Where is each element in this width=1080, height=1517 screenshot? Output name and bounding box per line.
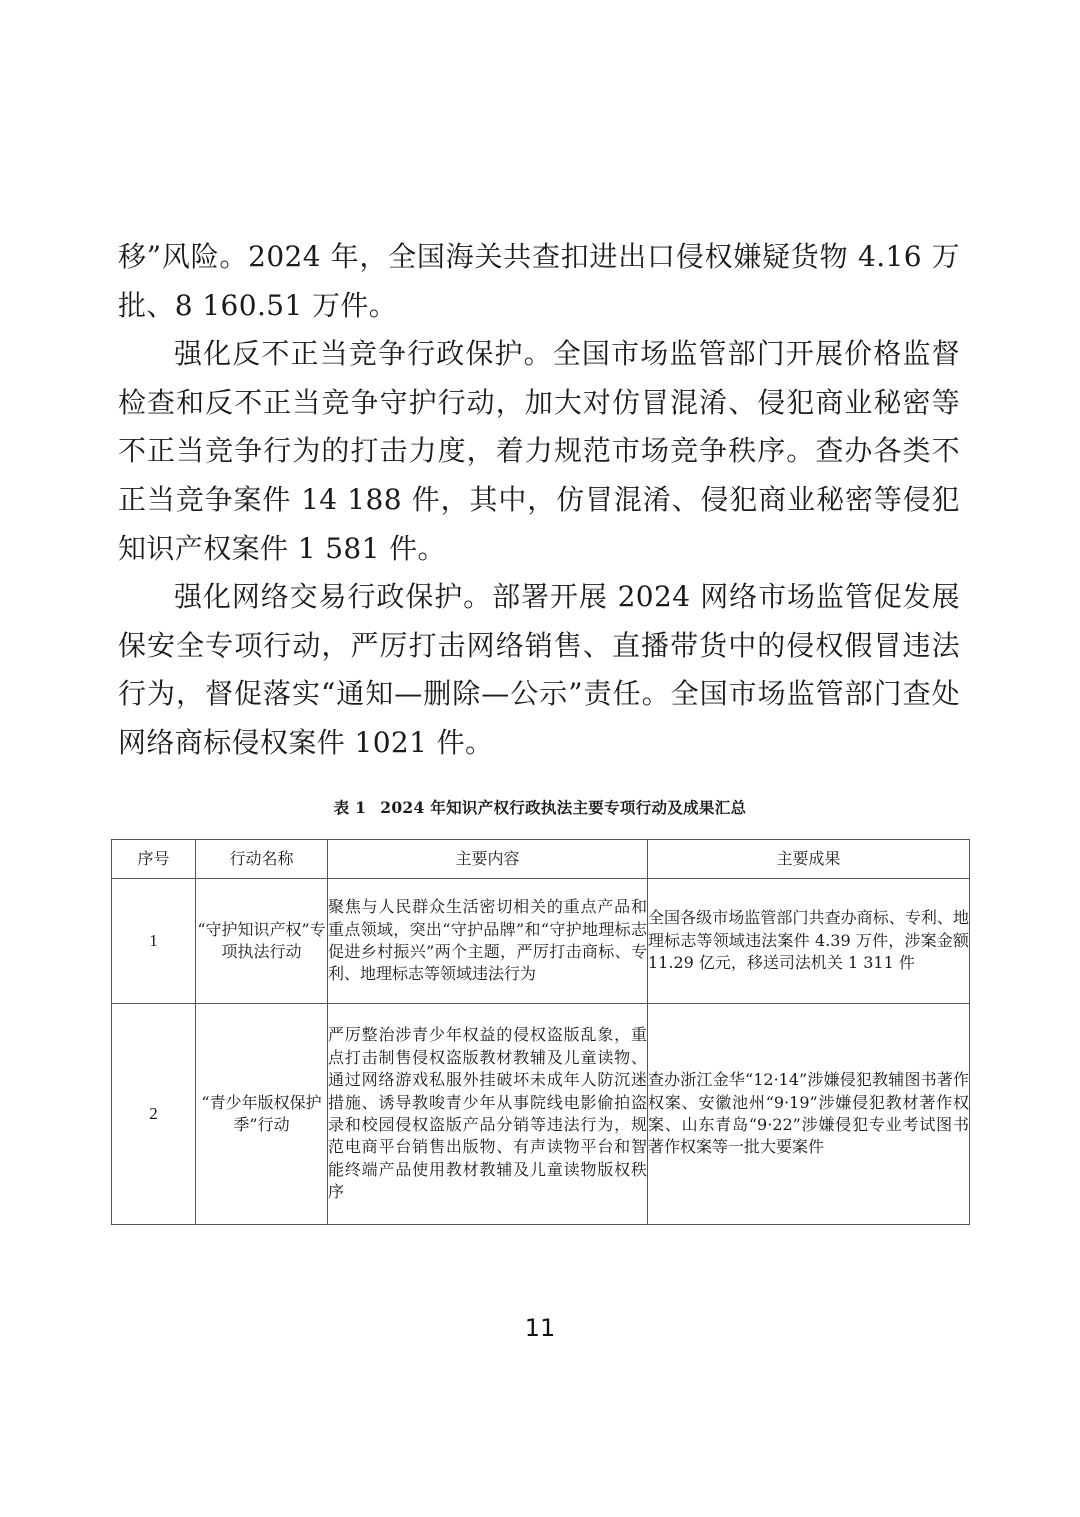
table-caption: [0, 796, 1080, 818]
body-text: [118, 233, 960, 768]
header-action-name: 行动名称: [196, 840, 328, 879]
cell-serial-number: 2: [112, 1004, 196, 1225]
paragraph-anti-unfair-competition: 强化反不正当竞争行政保护。全国市场监管部门开展价格监督检查和反不正当竞争守护行动，加大对仿冒混淆、侵犯商业秘密等不正当竞争行为的打击力度，着力规范市场竞争秩序。查办各类不正当竞争案件 14 188 件，其中，仿冒混淆、侵犯商业秘密等侵犯知识产权案件 1 581 件。: [118, 337, 960, 565]
table-title: 2024 年知识产权行政执法主要专项行动及成果汇总: [380, 798, 747, 817]
cell-main-content: 聚焦与人民群众生活密切相关的重点产品和重点领域，突出“守护品牌”和“守护地理标志促进乡村振兴”两个主题，严厉打击商标、专利、地理标志等领域违法行为: [328, 879, 648, 1004]
header-main-results: 主要成果: [648, 840, 970, 879]
cell-main-content: 严厉整治涉青少年权益的侵权盗版乱象，重点打击制售侵权盗版教材教辅及儿童读物、通过网络游戏私服外挂破坏未成年人防沉迷措施、诱导教唆青少年从事院线电影偷拍盗录和校园侵权盗版产品分销等违法行为，规范电商平台销售出版物、有声读物平台和智能终端产品使用教材教辅及儿童读物版权秩序: [328, 1004, 648, 1225]
table-row: [112, 1004, 970, 1225]
table-number: 表 1: [333, 798, 367, 817]
paragraph-customs: 移”风险。2024 年，全国海关共查扣进出口侵权嫌疑货物 4.16 万批、8 160.51 万件。: [118, 240, 960, 322]
page-number: 11: [524, 1314, 556, 1342]
enforcement-actions-table: [111, 839, 970, 1225]
cell-action-name: “青少年版权保护季”行动: [196, 1004, 328, 1225]
cell-action-name: “守护知识产权”专项执法行动: [196, 879, 328, 1004]
table-row: [112, 879, 970, 1004]
cell-main-results: 查办浙江金华“12·14”涉嫌侵犯教辅图书著作权案、安徽池州“9·19”涉嫌侵犯教材著作权案、山东青岛“9·22”涉嫌侵犯专业考试图书著作权案等一批大要案件: [648, 1004, 970, 1225]
paragraph-online-trade: 强化网络交易行政保护。部署开展 2024 网络市场监管促发展保安全专项行动，严厉打击网络销售、直播带货中的侵权假冒违法行为，督促落实“通知—删除—公示”责任。全国市场监管部门查处网络商标侵权案件 1021 件。: [118, 580, 960, 759]
header-main-content: 主要内容: [328, 840, 648, 879]
header-serial-number: 序号: [112, 840, 196, 879]
cell-main-results: 全国各级市场监管部门共查办商标、专利、地理标志等领域违法案件 4.39 万件，涉案金额 11.29 亿元，移送司法机关 1 311 件: [648, 879, 970, 1004]
table-header-row: [112, 840, 970, 879]
cell-serial-number: 1: [112, 879, 196, 1004]
